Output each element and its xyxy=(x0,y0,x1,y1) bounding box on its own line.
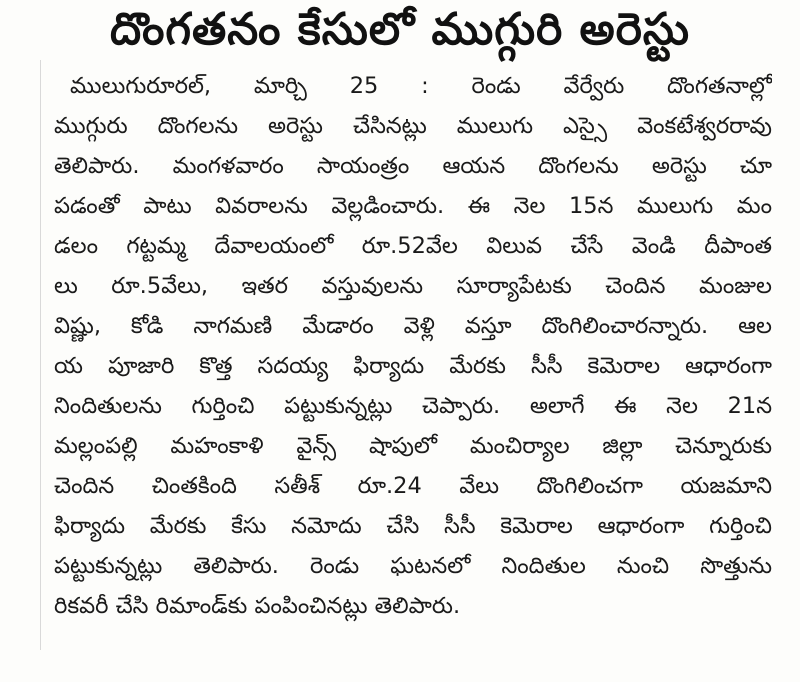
article-line: తెలిపారు. మంగళవారం సాయంత్రం ఆయన దొంగలను అరెస్టు చూ xyxy=(54,153,772,179)
article-line: చెందిన చింతకింది సతీశ్‌ రూ.24 వేలు దొంగిలించగా యజమాని xyxy=(54,473,772,499)
article-line: రికవరీ చేసి రిమాండ్‌కు పంపించినట్లు తెలిపారు. xyxy=(54,593,461,619)
article-line: ముగ్గురు దొంగలను అరెస్టు చేసినట్లు ములుగు ఎస్సై వెంకటేశ్వరరావు xyxy=(54,113,772,139)
article-line: డలం గట్టమ్మ దేవాలయంలో రూ.52వేల విలువ చేసే వెండి దీపాంత xyxy=(54,233,772,259)
article-headline: దొంగతనం కేసులో ముగ్గురి అరెస్టు xyxy=(110,4,690,55)
article-line: నిందితులను గుర్తించి పట్టుకున్నట్లు చెప్పారు. అలాగే ఈ నెల 21న xyxy=(54,393,772,419)
column-divider xyxy=(40,60,41,650)
article-line: లు రూ.5వేలు, ఇతర వస్తువులను సూర్యాపేటకు చెందిన మంజుల xyxy=(54,273,772,299)
article-line: య పూజారి కొత్త సదయ్య ఫిర్యాదు మేరకు సీసీ కెమెరాల ఆధారంగా xyxy=(54,353,772,379)
article-line: ములుగురూరల్‌, మార్చి 25 : రెండు వేర్వేరు దొంగతనాల్లో xyxy=(70,73,772,99)
next-article-headline-cutoff xyxy=(0,652,800,682)
article-line: ఫిర్యాదు మేరకు కేసు నమోదు చేసి సీసీ కెమెరాల ఆధారంగా గుర్తించి xyxy=(54,513,772,539)
article-line: మల్లంపల్లి మహంకాళి వైన్స్‌ షాపులో మంచిర్యాల జిల్లా చెన్నూరుకు xyxy=(54,433,772,459)
article-line: పడంతో పాటు వివరాలను వెల్లడించారు. ఈ నెల 15న ములుగు మం xyxy=(54,193,772,219)
article-line: పట్టుకున్నట్లు తెలిపారు. రెండు ఘటనలో నిందితుల నుంచి సొత్తును xyxy=(54,553,772,579)
article-line: విష్ణు, కోడి నాగమణి మేడారం వెళ్లి వస్తూ దొంగిలించారన్నారు. ఆల xyxy=(54,313,772,339)
article-body xyxy=(54,66,772,626)
